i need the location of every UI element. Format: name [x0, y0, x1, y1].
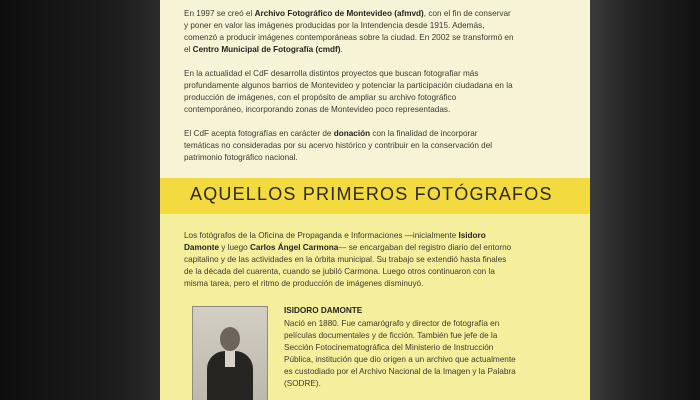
text-run: — se encargaban del registro diario del entorno capitalino y de las actividades en la órbita municipal. Su trabajo se extendió hasta finales de la década del cuarenta, cuando se jubiló Carmona. Luego otros continuaron con la misma tarea, pero el ritmo de producción de imágenes disminuyó.	[184, 243, 512, 288]
bold-run: donación	[333, 129, 371, 138]
text-run: con la finalidad de incorporar temáticas no consideradas por su acervo histórico y contribuir en la conservación del patrimonio fotográfico nacional.	[184, 129, 493, 162]
bold-run: Archivo Fotográfico de Montevideo (afmvd)	[254, 9, 424, 18]
exhibit-panel	[160, 0, 590, 400]
intro-paragraph	[184, 8, 514, 56]
photographers-paragraph	[184, 230, 514, 290]
wall-right	[590, 0, 700, 400]
text-run: El CdF acepta fotografías en carácter de	[184, 129, 334, 138]
section-title: AQUELLOS PRIMEROS FOTÓGRAFOS	[190, 184, 553, 204]
text-run: Los fotógrafos de la Oficina de Propaganda e Informaciones —inicialmente	[184, 231, 459, 240]
portrait-shirt	[225, 351, 235, 367]
text-run: y luego	[219, 243, 250, 252]
text-run: .	[340, 45, 343, 54]
text-run: En 1997 se creó el	[184, 9, 255, 18]
projects-paragraph: En la actualidad el CdF desarrolla distintos proyectos que buscan fotografiar más profundamente algunos barrios de Montevideo y potenciar la participación ciudadana en la producción de imágenes, con el propósito de ampliar su archivo fotográfico contemporáneo, incorporando zonas de Montevideo poco representadas.	[184, 69, 513, 114]
donation-paragraph	[184, 128, 514, 164]
bio-name: ISIDORO DAMONTE	[284, 306, 363, 315]
bio-text: Nació en 1880. Fue camarógrafo y director de fotografía en películas documentales y de ficción. También fue jefe de la Sección Fotocinematográfica del Ministerio de Instrucción Pública, institución que dio origen a un archivo que actualmente es custodiado por el Archivo Nacional de la Imagen y la Palabra (SODRE).	[284, 319, 516, 388]
portrait-head	[220, 327, 240, 351]
portrait-photo	[192, 306, 268, 400]
bold-run: Carlos Ángel Carmona	[249, 243, 339, 252]
text-run: , con el fin de conservar y poner en valor las imágenes producidas por la Intendencia desde 1915. Además, comenzó a producir imágenes contemporáneas sobre la ciudad. En 2002 se transformó en el	[184, 9, 514, 54]
bold-run: Centro Municipal de Fotografía (cmdf)	[192, 45, 341, 54]
bold-run: Isidoro Damonte	[184, 231, 486, 252]
wall-left	[0, 0, 160, 400]
section-banner	[160, 178, 590, 214]
